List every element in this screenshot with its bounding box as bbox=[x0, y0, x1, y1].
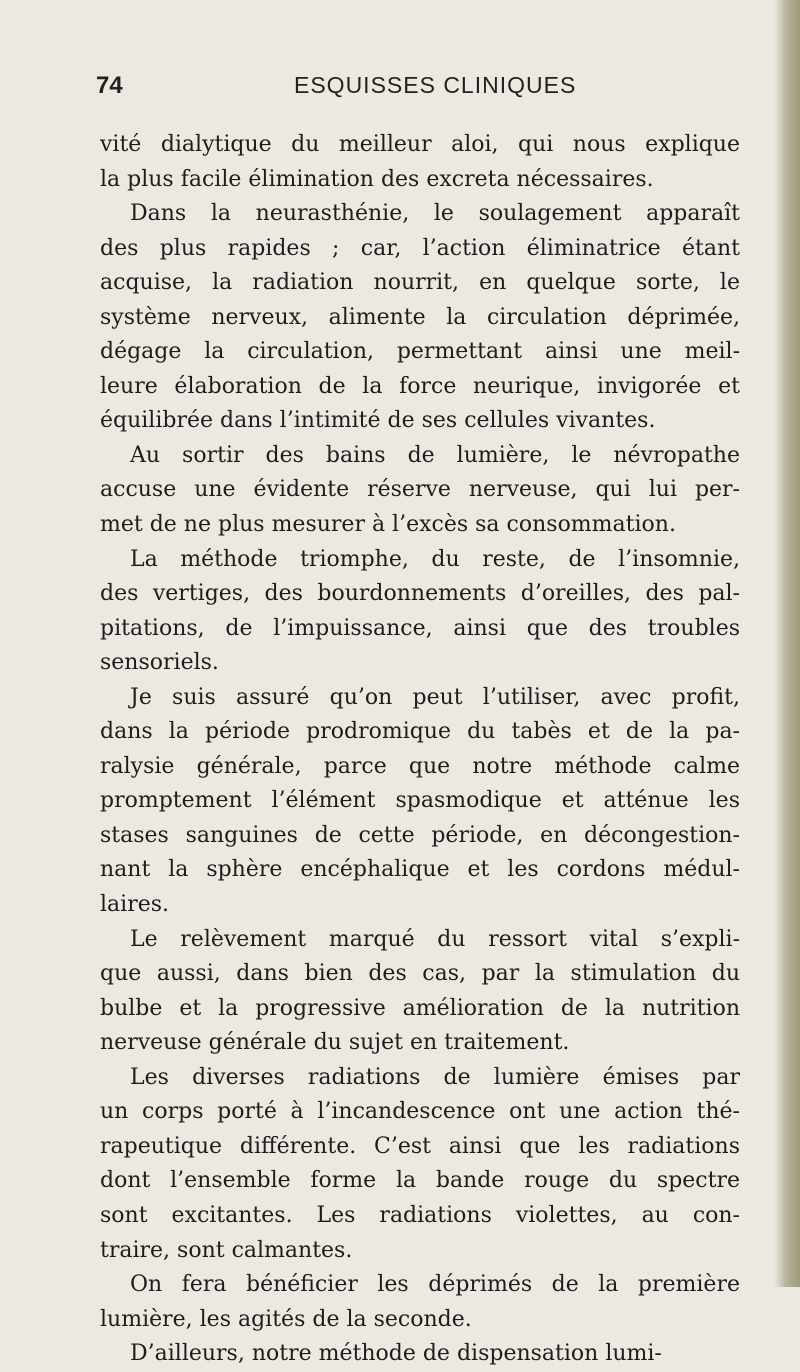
text-line: promptement l’élément spasmodique et atténue les bbox=[100, 788, 740, 814]
page-number: 74 bbox=[96, 72, 123, 99]
text-line: D’ailleurs, notre méthode de dispensation lumi- bbox=[130, 1341, 662, 1367]
text-line: accuse une évidente réserve nerveuse, qui lui per- bbox=[100, 477, 740, 503]
text-line: ralysie générale, parce que notre méthode calme bbox=[100, 753, 740, 779]
text-line: que aussi, dans bien des cas, par la stimulation du bbox=[100, 961, 740, 987]
text-line: La méthode triomphe, du reste, de l’insomnie, bbox=[130, 546, 740, 572]
text-line: sont excitantes. Les radiations violettes, au con- bbox=[100, 1202, 740, 1228]
body-text bbox=[100, 128, 740, 1372]
text-line: On fera bénéficier les déprimés de la première bbox=[130, 1272, 740, 1298]
text-line: dont l’ensemble forme la bande rouge du spectre bbox=[100, 1168, 740, 1194]
text-line: vité dialytique du meilleur aloi, qui nous explique bbox=[100, 132, 740, 157]
text-line: rapeutique différente. C’est ainsi que les radiations bbox=[100, 1133, 740, 1159]
text-line: Le relèvement marqué du ressort vital s’expli- bbox=[130, 926, 740, 952]
text-line: la plus facile élimination des excreta nécessaires. bbox=[100, 166, 654, 192]
text-line: acquise, la radiation nourrit, en quelque sorte, le bbox=[100, 270, 740, 296]
text-line: Dans la neurasthénie, le soulagement apparaît bbox=[130, 201, 740, 227]
text-line: traire, sont calmantes. bbox=[100, 1237, 353, 1263]
text-line: stases sanguines de cette période, en décongestion- bbox=[100, 822, 740, 848]
page-header bbox=[96, 72, 736, 108]
text-line: Au sortir des bains de lumière, le névropathe bbox=[130, 442, 740, 468]
text-line: leure élaboration de la force neurique, invigorée et bbox=[100, 373, 740, 399]
text-line: sensoriels. bbox=[100, 650, 219, 676]
text-line: nerveuse générale du sujet en traitement. bbox=[100, 1030, 570, 1056]
running-title: ESQUISSES CLINIQUES bbox=[294, 72, 577, 98]
text-line: lumière, les agités de la seconde. bbox=[100, 1306, 472, 1332]
text-line: système nerveux, alimente la circulation déprimée, bbox=[100, 304, 740, 330]
text-line: bulbe et la progressive amélioration de la nutrition bbox=[100, 995, 740, 1021]
page-edge-shadow bbox=[774, 0, 800, 1287]
text-line: équilibrée dans l’intimité de ses cellules vivantes. bbox=[100, 408, 656, 434]
text-line: un corps porté à l’incandescence ont une action thé- bbox=[100, 1099, 740, 1125]
text-line: des vertiges, des bourdonnements d’oreilles, des pal- bbox=[100, 581, 740, 607]
text-line: Je suis assuré qu’on peut l’utiliser, avec profit, bbox=[130, 684, 740, 710]
text-line: dans la période prodromique du tabès et de la pa- bbox=[100, 719, 740, 745]
text-line: pitations, de l’impuissance, ainsi que des troubles bbox=[100, 615, 740, 641]
text-line: met de ne plus mesurer à l’excès sa consommation. bbox=[100, 512, 676, 538]
text-line: des plus rapides ; car, l’action éliminatrice étant bbox=[100, 235, 740, 261]
text-line: Les diverses radiations de lumière émises par bbox=[130, 1064, 740, 1090]
text-line: dégage la circulation, permettant ainsi une meil- bbox=[100, 339, 740, 365]
text-line: laires. bbox=[100, 892, 170, 918]
text-line: nant la sphère encéphalique et les cordons médul- bbox=[100, 857, 740, 883]
